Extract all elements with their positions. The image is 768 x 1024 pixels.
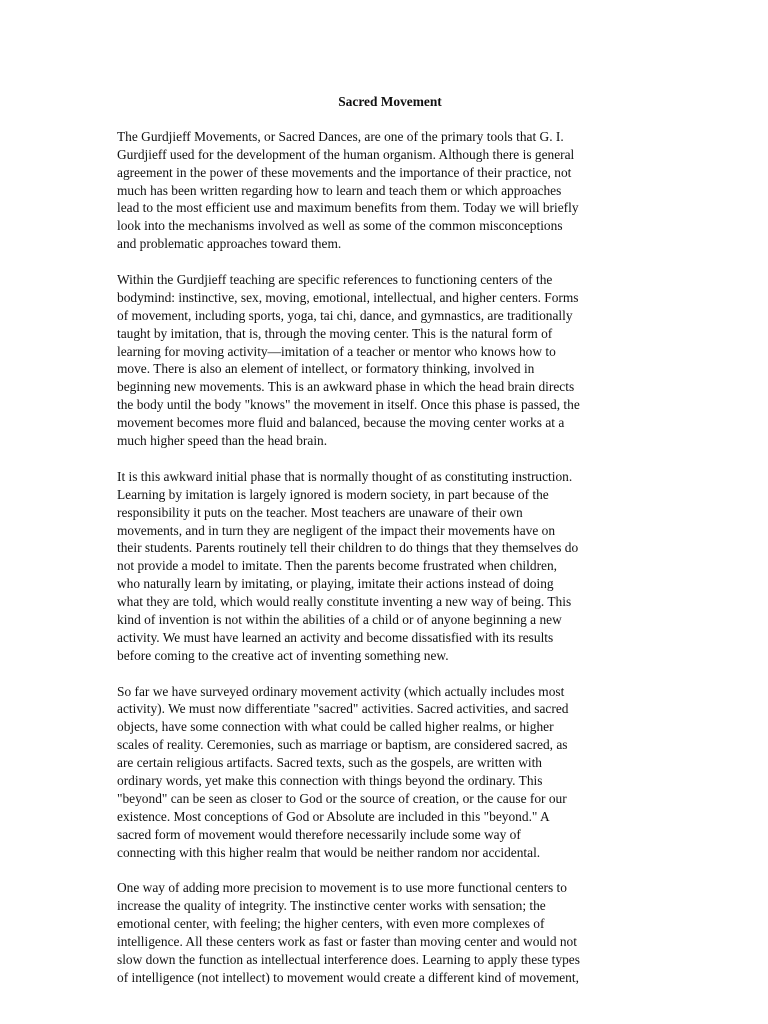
- text-line: "beyond" can be seen as closer to God or the source of creation, or the cause for our: [117, 790, 567, 806]
- paragraph: [117, 128, 655, 253]
- text-line: beginning new movements. This is an awkward phase in which the head brain directs: [117, 379, 575, 395]
- text-line: move. There is also an element of intellect, or formatory thinking, involved in: [117, 361, 535, 377]
- text-line: responsibility it puts on the teacher. Most teachers are unaware of their own: [117, 504, 523, 520]
- text-line: scales of reality. Ceremonies, such as marriage or baptism, are considered sacred, as: [117, 737, 568, 753]
- text-line: taught by imitation, that is, through the moving center. This is the natural form of: [117, 325, 553, 341]
- document-page: [117, 93, 655, 1005]
- text-line: the body until the body "knows" the movement in itself. Once this phase is passed, the: [117, 397, 580, 413]
- text-line: One way of adding more precision to movement is to use more functional centers to: [117, 880, 567, 896]
- text-line: agreement in the power of these movements and the importance of their practice, not: [117, 164, 572, 180]
- text-line: learning for moving activity—imitation of a teacher or mentor who knows how to: [117, 343, 556, 359]
- paragraph: [117, 879, 655, 986]
- text-line: of movement, including sports, yoga, tai chi, dance, and gymnastics, are traditionally: [117, 307, 573, 323]
- text-line: Learning by imitation is largely ignored is modern society, in part because of the: [117, 486, 549, 502]
- text-line: activity). We must now differentiate "sacred" activities. Sacred activities, and sacred: [117, 701, 569, 717]
- text-line: Within the Gurdjieff teaching are specific references to functioning centers of the: [117, 272, 553, 288]
- document-body: [117, 128, 655, 987]
- text-line: much higher speed than the head brain.: [117, 433, 328, 449]
- document-title: Sacred Movement: [338, 94, 442, 109]
- text-line: So far we have surveyed ordinary movement activity (which actually includes most: [117, 683, 565, 699]
- text-line: before coming to the creative act of inventing something new.: [117, 647, 449, 663]
- text-line: movement becomes more fluid and balanced, because the moving center works at a: [117, 415, 565, 431]
- text-line: and problematic approaches toward them.: [117, 236, 342, 252]
- text-line: of intelligence (not intellect) to movement would create a different kind of movement,: [117, 969, 579, 985]
- text-line: existence. Most conceptions of God or Absolute are included in this "beyond." A: [117, 808, 550, 824]
- text-line: lead to the most efficient use and maximum benefits from them. Today we will briefly: [117, 200, 579, 216]
- text-line: connecting with this higher realm that would be neither random nor accidental.: [117, 844, 541, 860]
- text-line: are certain religious artifacts. Sacred texts, such as the gospels, are written with: [117, 755, 543, 771]
- text-line: kind of invention is not within the abilities of a child or of anyone beginning a new: [117, 611, 562, 627]
- text-line: objects, have some connection with what could be called higher realms, or higher: [117, 719, 554, 735]
- text-line: what they are told, which would really constitute inventing a new way of being. This: [117, 594, 572, 610]
- text-line: look into the mechanisms involved as well as some of the common misconceptions: [117, 218, 563, 234]
- text-line: ordinary words, yet make this connection with things beyond the ordinary. This: [117, 772, 543, 788]
- text-line: who naturally learn by imitating, or playing, imitate their actions instead of doing: [117, 576, 554, 592]
- text-line: intelligence. All these centers work as fast or faster than moving center and would not: [117, 933, 577, 949]
- paragraph: [117, 683, 655, 862]
- text-line: movements, and in turn they are negligent of the impact their movements have on: [117, 522, 556, 538]
- text-line: The Gurdjieff Movements, or Sacred Dances, are one of the primary tools that G. I.: [117, 128, 564, 144]
- text-line: their students. Parents routinely tell their children to do things that they themselves do: [117, 540, 579, 556]
- paragraph: [117, 271, 655, 450]
- paragraph: [117, 468, 655, 665]
- text-line: increase the quality of integrity. The instinctive center works with sensation; the: [117, 898, 546, 914]
- text-line: bodymind: instinctive, sex, moving, emotional, intellectual, and higher centers. Forms: [117, 289, 579, 305]
- text-line: much has been written regarding how to learn and teach them or which approaches: [117, 182, 562, 198]
- text-line: It is this awkward initial phase that is normally thought of as constituting instruction.: [117, 468, 573, 484]
- text-line: slow down the function as intellectual interference does. Learning to apply these types: [117, 951, 580, 967]
- text-line: activity. We must have learned an activity and become dissatisfied with its results: [117, 629, 554, 645]
- text-line: Gurdjieff used for the development of the human organism. Although there is general: [117, 146, 575, 162]
- text-line: not provide a model to imitate. Then the parents become frustrated when children,: [117, 558, 558, 574]
- text-line: sacred form of movement would therefore necessarily include some way of: [117, 826, 521, 842]
- text-line: emotional center, with feeling; the higher centers, with even more complexes of: [117, 916, 545, 932]
